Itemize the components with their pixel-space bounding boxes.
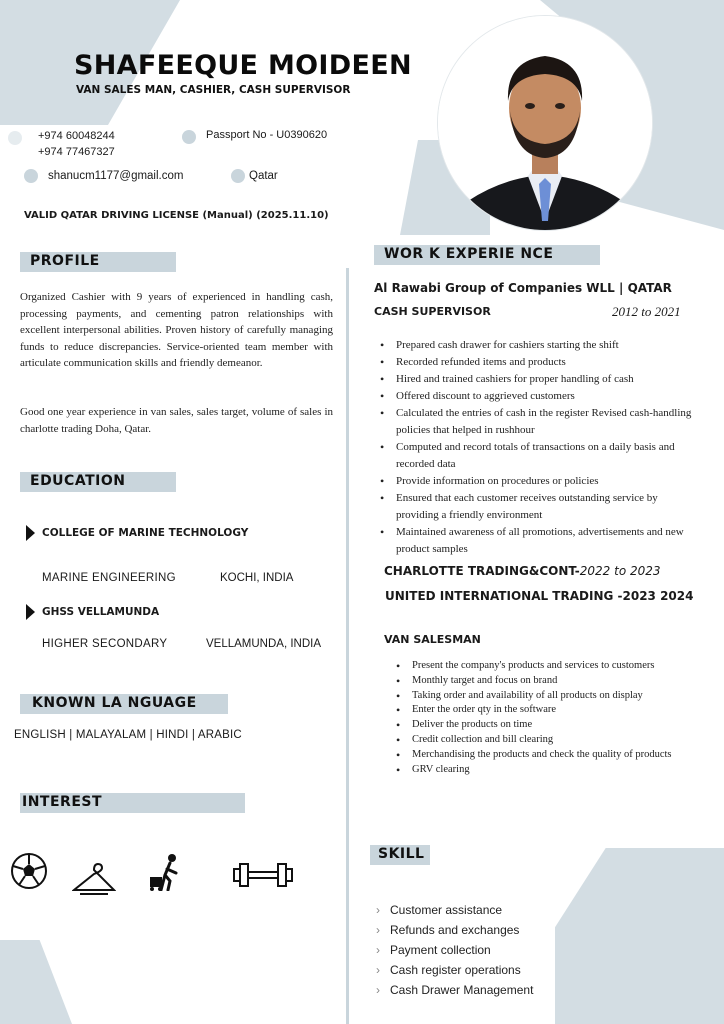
list-item: • Offered discount to aggrieved customers xyxy=(376,388,696,405)
list-item: • Computed and record totals of transactions on a daily basis and recorded data xyxy=(376,439,696,473)
work-role-2: VAN SALESMAN xyxy=(384,633,481,646)
work-duties-2 xyxy=(392,659,704,777)
triangle-bullet-icon xyxy=(26,604,35,620)
list-item: • Provide information on procedures or policies xyxy=(376,473,696,490)
work-company-2 xyxy=(384,564,661,578)
list-item: • Maintained awareness of all promotions, advertisements and new product samples xyxy=(376,524,696,558)
phone-secondary: +974 77467327 xyxy=(38,146,115,158)
list-item: › Refunds and exchanges xyxy=(376,920,576,940)
list-item: › Payment collection xyxy=(376,940,576,960)
education-course-1: MARINE ENGINEERING xyxy=(42,572,176,584)
list-item: • Merchandising the products and check the quality of products xyxy=(392,748,704,763)
candidate-name: SHAFEEQUE MOIDEEN xyxy=(74,50,412,81)
list-item: • Calculated the entries of cash in the register Revised cash-handling policies that helped in rushhour xyxy=(376,405,696,439)
list-item: • Prepared cash drawer for cashiers starting the shift xyxy=(376,337,696,354)
travel-icon xyxy=(148,853,184,891)
education-course-2: HIGHER SECONDARY xyxy=(42,638,168,650)
person-photo-icon xyxy=(438,16,652,230)
list-item: • Monthly target and focus on brand xyxy=(392,674,704,689)
skill-list xyxy=(376,900,576,1000)
interest-heading: INTEREST xyxy=(22,794,103,810)
education-place-2: VELLAMUNDA, INDIA xyxy=(206,638,322,650)
phone-icon xyxy=(8,131,22,145)
profile-heading: PROFILE xyxy=(30,253,100,269)
skill-heading: SKILL xyxy=(378,846,425,862)
education-place-1: KOCHI, INDIA xyxy=(220,572,294,584)
location-icon xyxy=(231,169,245,183)
work-company-2-name: CHARLOTTE TRADING&CONT- xyxy=(384,564,580,578)
passport-number: Passport No - U0390620 xyxy=(206,129,328,141)
location-text: Qatar xyxy=(249,170,278,182)
work-period-1: 2012 to 2021 xyxy=(612,304,681,319)
work-company-3: UNITED INTERNATIONAL TRADING -2023 2024 xyxy=(385,589,694,603)
list-item: • Deliver the products on time xyxy=(392,718,704,733)
list-item: › Customer assistance xyxy=(376,900,576,920)
phone-primary: +974 60048244 xyxy=(38,130,115,142)
list-item: • Hired and trained cashiers for proper handling of cash xyxy=(376,371,696,388)
work-heading: WOR K EXPERIE NCE xyxy=(384,246,554,262)
list-item: • Recorded refunded items and products xyxy=(376,354,696,371)
language-list: ENGLISH | MALAYALAM | HINDI | ARABIC xyxy=(14,729,242,741)
profile-paragraph-1: Organized Cashier with 9 years of experienced in handling cash, processing payments, and cementing patron relationships with excellent interpersonal abilities. Proven history of carefully managing funds to reduce discrepancies. Service-oriented team member with articulate communication skills and friendly demeanor. xyxy=(20,291,333,369)
candidate-title: VAN SALES MAN, CASHIER, CASH SUPERVISOR xyxy=(76,84,351,96)
education-heading: EDUCATION xyxy=(30,473,126,489)
profile-paragraph-2: Good one year experience in van sales, sales target, volume of sales in charlotte trading Doha, Qatar. xyxy=(20,406,333,435)
list-item: • GRV clearing xyxy=(392,763,704,778)
list-item: • Present the company's products and services to customers xyxy=(392,659,704,674)
education-school-2: GHSS VELLAMUNDA xyxy=(42,606,160,618)
language-heading: KNOWN LA NGUAGE xyxy=(32,695,197,711)
education-school-1: COLLEGE OF MARINE TECHNOLOGY xyxy=(42,527,249,539)
work-company-1: Al Rawabi Group of Companies WLL | QATAR xyxy=(374,281,672,295)
list-item: • Ensured that each customer receives outstanding service by providing a friendly environment xyxy=(376,490,696,524)
work-period-2: 2022 to 2023 xyxy=(579,564,661,578)
column-divider xyxy=(346,268,349,1024)
email-address: shanucm1177@gmail.com xyxy=(48,170,184,182)
email-icon xyxy=(24,169,38,183)
decor-shape-bottom-right xyxy=(555,848,724,1024)
passport-icon xyxy=(182,130,196,144)
list-item: • Enter the order qty in the software xyxy=(392,703,704,718)
football-icon xyxy=(10,852,48,890)
list-item: › Cash register operations xyxy=(376,960,576,980)
dumbbell-icon xyxy=(232,860,294,890)
work-duties-1 xyxy=(376,337,696,558)
list-item: › Cash Drawer Management xyxy=(376,980,576,1000)
hanger-icon xyxy=(72,860,116,896)
profile-photo xyxy=(437,15,653,231)
list-item: • Taking order and availability of all products on display xyxy=(392,689,704,704)
work-role-1: CASH SUPERVISOR xyxy=(374,305,491,318)
triangle-bullet-icon xyxy=(26,525,35,541)
decor-shape-bottom-left xyxy=(0,940,72,1024)
list-item: • Credit collection and bill clearing xyxy=(392,733,704,748)
driving-license: VALID QATAR DRIVING LICENSE (Manual) (2025.11.10) xyxy=(24,210,329,221)
